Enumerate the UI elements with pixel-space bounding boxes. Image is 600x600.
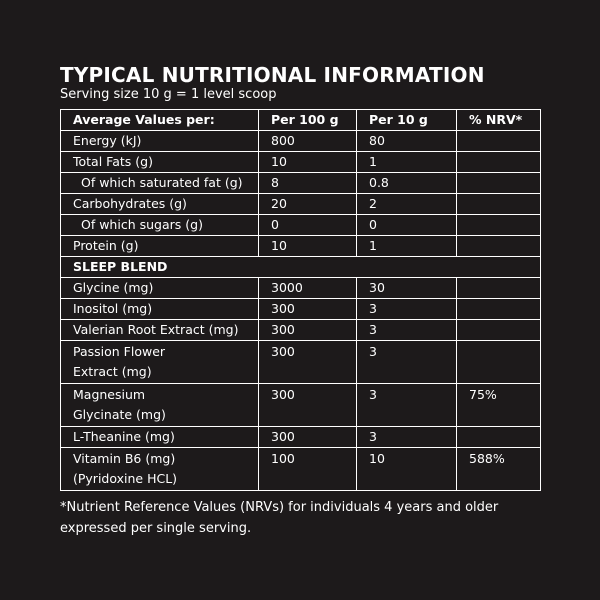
value-nrv (457, 320, 541, 341)
value-per-10g: 80 (357, 131, 457, 152)
value-per-10g: 0.8 (357, 173, 457, 194)
nutrient-name: Inositol (mg) (61, 299, 259, 320)
value-per-10g: 3 (357, 427, 457, 448)
table-row (61, 320, 541, 341)
value-per-100g: 3000 (259, 278, 357, 299)
nutrient-name: L-Theanine (mg) (61, 427, 259, 448)
value-per-10g: 0 (357, 215, 457, 236)
nutrient-name-line2: Extract (mg) (73, 364, 152, 379)
header-average-values: Average Values per: (61, 110, 259, 131)
value-per-100g: 8 (259, 173, 357, 194)
value-nrv: 75% (457, 384, 541, 427)
table-row (61, 173, 541, 194)
value-per-10g: 30 (357, 278, 457, 299)
value-nrv (457, 215, 541, 236)
table-row (61, 131, 541, 152)
nutrient-name: Total Fats (g) (61, 152, 259, 173)
value-nrv (457, 299, 541, 320)
value-per-100g: 0 (259, 215, 357, 236)
value-per-10g: 3 (357, 384, 457, 427)
nrv-footnote: *Nutrient Reference Values (NRVs) for individuals 4 years and older expressed per single serving. (60, 500, 499, 536)
value-nrv (457, 173, 541, 194)
table-row (61, 384, 541, 427)
nutrient-name: Glycine (mg) (61, 278, 259, 299)
value-per-10g: 1 (357, 236, 457, 257)
table-row (61, 215, 541, 236)
value-per-100g: 300 (259, 320, 357, 341)
nutrient-name (61, 384, 259, 427)
value-nrv (457, 194, 541, 215)
table-row (61, 448, 541, 491)
table-row (61, 152, 541, 173)
value-per-10g: 3 (357, 299, 457, 320)
nutrient-name: Energy (kJ) (61, 131, 259, 152)
nutrient-name (61, 448, 259, 491)
value-per-10g: 3 (357, 320, 457, 341)
value-nrv (457, 152, 541, 173)
table-row (61, 278, 541, 299)
value-per-10g: 10 (357, 448, 457, 491)
value-per-100g: 800 (259, 131, 357, 152)
value-per-100g: 10 (259, 236, 357, 257)
nutrient-name: Of which sugars (g) (61, 215, 259, 236)
nutrient-name (61, 341, 259, 384)
nutrient-name-line1: Magnesium (73, 387, 146, 402)
header-per-100g: Per 100 g (259, 110, 357, 131)
value-per-10g: 2 (357, 194, 457, 215)
section-label: SLEEP BLEND (61, 257, 541, 278)
value-per-10g: 1 (357, 152, 457, 173)
value-per-100g: 10 (259, 152, 357, 173)
header-nrv: % NRV* (457, 110, 541, 131)
section-row (61, 257, 541, 278)
value-per-100g: 300 (259, 341, 357, 384)
value-per-100g: 300 (259, 384, 357, 427)
value-nrv (457, 341, 541, 384)
value-per-100g: 100 (259, 448, 357, 491)
serving-size: Serving size 10 g = 1 level scoop (60, 87, 277, 102)
header-per-10g: Per 10 g (357, 110, 457, 131)
nutrient-name: Of which saturated fat (g) (61, 173, 259, 194)
table-row (61, 194, 541, 215)
value-nrv (457, 131, 541, 152)
table-row (61, 427, 541, 448)
value-per-100g: 300 (259, 299, 357, 320)
value-nrv (457, 236, 541, 257)
table-header-row (61, 110, 541, 131)
nutrition-table (60, 109, 541, 491)
table-row (61, 341, 541, 384)
nutrient-name-line2: Glycinate (mg) (73, 407, 166, 422)
value-nrv (457, 278, 541, 299)
nutrient-name-line1: Passion Flower (73, 344, 166, 359)
value-per-100g: 300 (259, 427, 357, 448)
nutrient-name: Valerian Root Extract (mg) (61, 320, 259, 341)
value-per-10g: 3 (357, 341, 457, 384)
table-row (61, 236, 541, 257)
nutrient-name: Carbohydrates (g) (61, 194, 259, 215)
value-per-100g: 20 (259, 194, 357, 215)
page-title: TYPICAL NUTRITIONAL INFORMATION (60, 63, 485, 87)
nutrient-name-line1: Vitamin B6 (mg) (73, 451, 176, 466)
nutrient-name: Protein (g) (61, 236, 259, 257)
table-row (61, 299, 541, 320)
value-nrv: 588% (457, 448, 541, 491)
value-nrv (457, 427, 541, 448)
nutrient-name-line2: (Pyridoxine HCL) (73, 471, 178, 486)
